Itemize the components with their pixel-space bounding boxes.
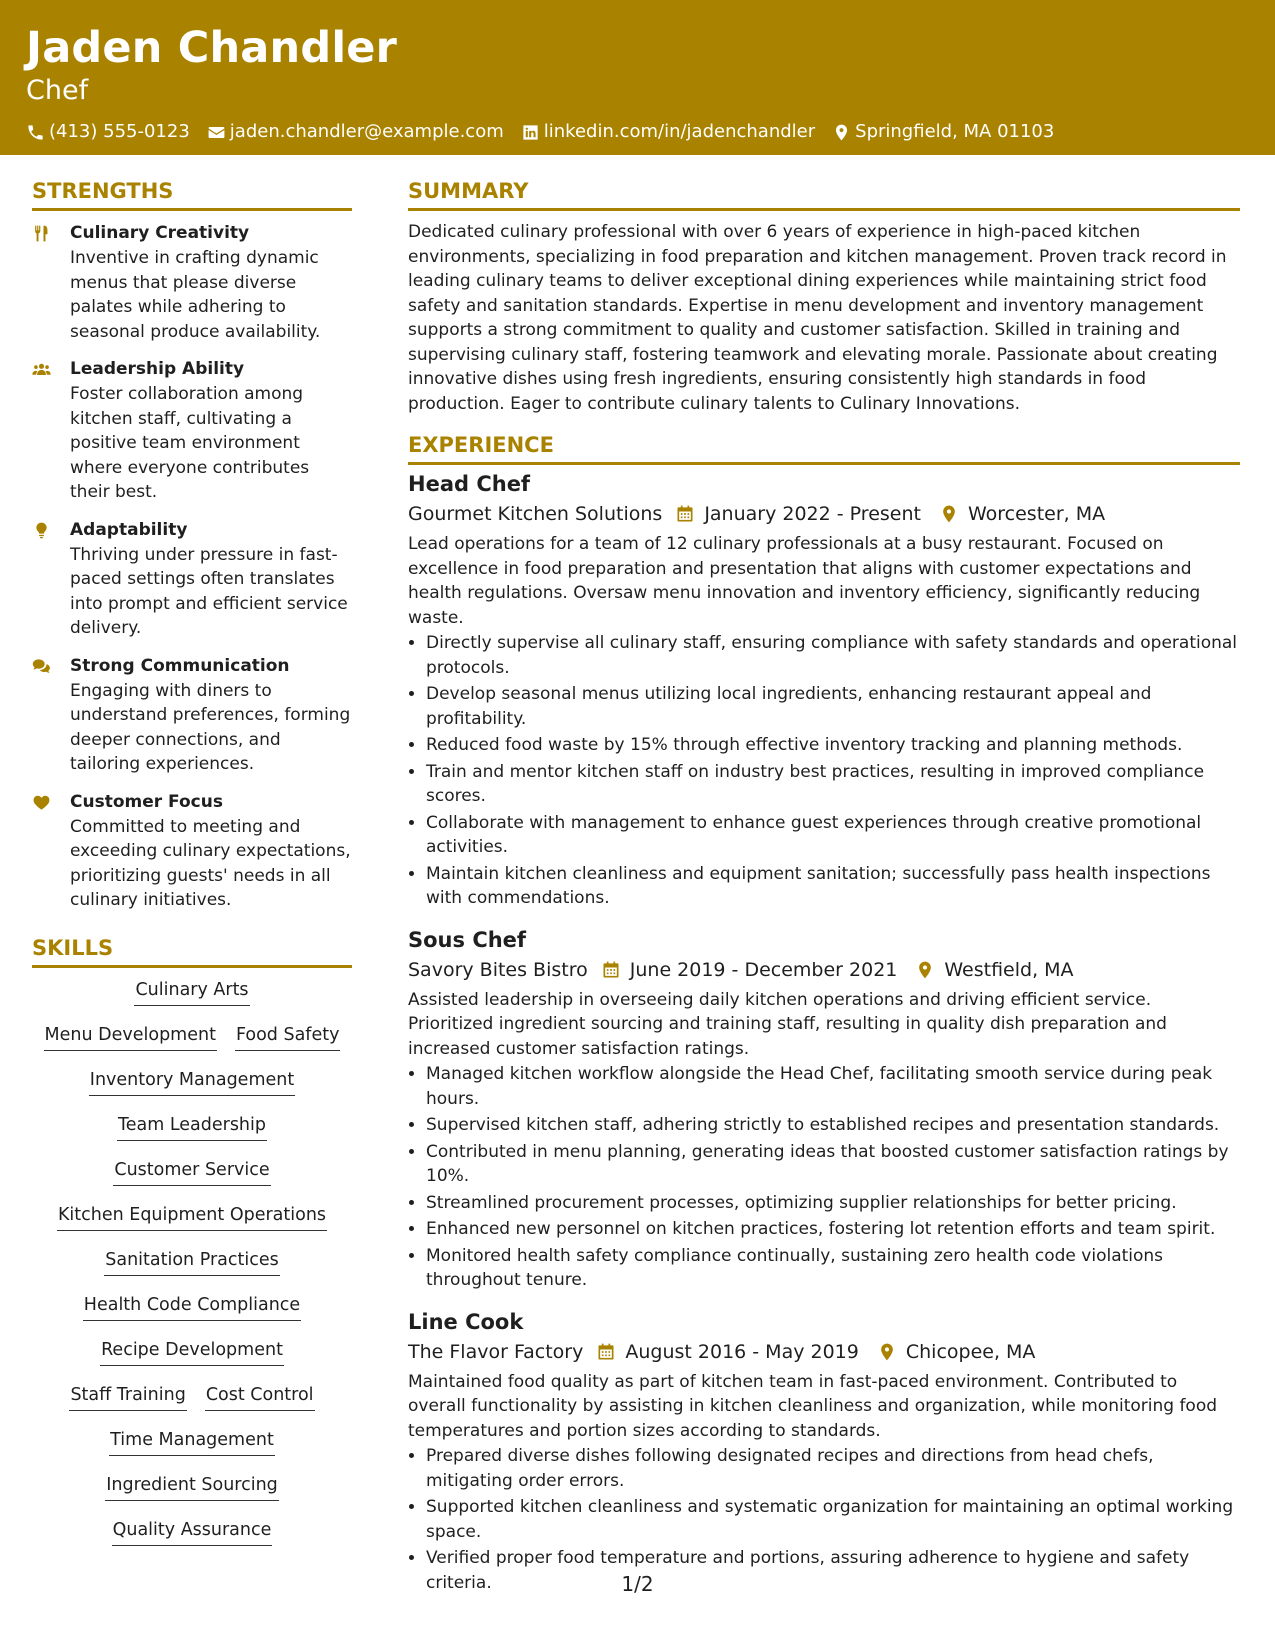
job-description: Maintained food quality as part of kitchen team in fast-paced environment. Contributed to overall functionality by assisting in kitchen cleanliness and organization, while monitoring food temperatures and portion sizes according to standards. xyxy=(408,1371,1218,1441)
skill-tag: Quality Assurance xyxy=(112,1518,273,1546)
job-bullet: • Supported kitchen cleanliness and systematic organization for maintaining an optimal working space. xyxy=(426,1495,1240,1544)
candidate-role: Chef xyxy=(26,75,89,106)
job-location: Chicopee, MA xyxy=(905,1340,1036,1363)
job-bullets xyxy=(408,1062,1240,1293)
strengths-heading: STRENGTHS xyxy=(32,176,352,211)
strength-title: Customer Focus xyxy=(70,791,223,812)
job-entry xyxy=(408,469,1240,911)
strength-item xyxy=(32,518,352,641)
job-title: Line Cook xyxy=(408,1309,524,1334)
job-dates: June 2019 - December 2021 xyxy=(629,958,898,981)
phone-text: (413) 555-0123 xyxy=(49,121,190,142)
job-company: Gourmet Kitchen Solutions xyxy=(408,503,663,525)
job-bullet: • Collaborate with management to enhance guest experiences through creative promotional activities. xyxy=(426,811,1240,860)
envelope-icon xyxy=(207,123,226,142)
skill-tag: Inventory Management xyxy=(89,1068,295,1096)
job-description: Lead operations for a team of 12 culinary professionals at a busy restaurant. Focused on excellence in food preparation and presentation that aligns with customer expectations and health regulations. Oversaw menu innovation and inventory efficiency, significantly reducing waste. xyxy=(408,534,1201,628)
job-dates: January 2022 - Present xyxy=(704,503,921,525)
email-text: jaden.chandler@example.com xyxy=(229,121,504,142)
contact-bar xyxy=(26,120,1275,144)
job-dates: August 2016 - May 2019 xyxy=(625,1340,859,1363)
job-bullet: • Contributed in menu planning, generating ideas that boosted customer satisfaction ratings by 10%. xyxy=(426,1140,1240,1189)
strength-desc: Foster collaboration among kitchen staff, cultivating a positive team environment where everyone contributes their best. xyxy=(70,384,310,502)
users-icon xyxy=(32,360,51,379)
map-pin-icon xyxy=(915,960,935,980)
linkedin-text: linkedin.com/in/jadenchandler xyxy=(543,121,816,142)
calendar-icon xyxy=(675,504,695,524)
job-entry xyxy=(408,925,1240,1293)
job-bullets xyxy=(408,631,1240,911)
skill-tag: Ingredient Sourcing xyxy=(105,1473,279,1501)
lightbulb-icon xyxy=(32,521,51,540)
skill-tag: Time Management xyxy=(109,1428,275,1456)
summary-text: Dedicated culinary professional with over 6 years of experience in high-paced kitchen environments, specializing in food preparation and kitchen management. Proven track record in leading culinary teams to deliver exceptional dining experiences while maintaining strict food safety and sanitation standards. Expertise in menu development and inventory management supports a strong commitment to quality and customer satisfaction. Skilled in training and supervising culinary staff, fostering teamwork and elevating morale. Passionate about creating innovative dishes using fresh ingredients, ensuring consistently high standards in food production. Eager to contribute culinary talents to Culinary Innovations. xyxy=(408,222,1227,414)
location-text: Springfield, MA 01103 xyxy=(855,121,1055,142)
job-bullet: • Reduced food waste by 15% through effective inventory tracking and planning methods. xyxy=(426,733,1240,758)
job-location: Worcester, MA xyxy=(967,503,1106,525)
contact-email[interactable] xyxy=(207,120,504,144)
skill-tag: Culinary Arts xyxy=(134,978,249,1006)
strength-title: Culinary Creativity xyxy=(70,223,250,243)
job-bullet: • Supervised kitchen staff, adhering strictly to established recipes and presentation standards. xyxy=(426,1113,1240,1138)
resume-header xyxy=(0,0,1275,155)
strength-desc: Engaging with diners to understand preferences, forming deeper connections, and tailoring experiences. xyxy=(70,680,351,774)
skill-tag: Cost Control xyxy=(205,1383,315,1411)
strength-desc: Committed to meeting and exceeding culinary expectations, prioritizing guests' needs in all culinary initiatives. xyxy=(70,816,351,910)
job-bullet: • Managed kitchen workflow alongside the Head Chef, facilitating smooth service during peak hours. xyxy=(426,1062,1240,1111)
strength-title: Strong Communication xyxy=(70,655,290,676)
job-entry xyxy=(408,1307,1240,1596)
map-pin-icon xyxy=(939,504,959,524)
job-bullet: • Train and mentor kitchen staff on industry best practices, resulting in improved compliance scores. xyxy=(426,760,1240,809)
skill-tag: Team Leadership xyxy=(117,1113,267,1141)
job-meta xyxy=(408,955,1240,985)
phone-icon xyxy=(26,123,45,142)
skill-tag: Staff Training xyxy=(69,1383,186,1411)
candidate-name: Jaden Chandler xyxy=(26,23,398,73)
skill-tag: Menu Development xyxy=(44,1023,217,1051)
skill-tag: Recipe Development xyxy=(100,1338,284,1366)
job-title: Head Chef xyxy=(408,472,531,496)
job-bullet: • Streamlined procurement processes, optimizing supplier relationships for better pricing. xyxy=(426,1191,1240,1216)
job-bullet: • Maintain kitchen cleanliness and equipment sanitation; successfully pass health inspections with commendations. xyxy=(426,862,1240,911)
comments-icon xyxy=(32,657,51,676)
map-pin-icon xyxy=(832,123,851,142)
job-title: Sous Chef xyxy=(408,927,527,952)
strength-desc: Inventive in crafting dynamic menus that please diverse palates while adhering to seasonal produce availability. xyxy=(70,248,321,342)
strength-title: Leadership Ability xyxy=(70,359,245,379)
heart-icon xyxy=(32,793,51,812)
strength-desc: Thriving under pressure in fast-paced settings often translates into prompt and efficient service delivery. xyxy=(70,544,348,638)
calendar-icon xyxy=(601,960,621,980)
job-location: Westfield, MA xyxy=(944,958,1074,981)
job-bullet: • Develop seasonal menus utilizing local ingredients, enhancing restaurant appeal and profitability. xyxy=(426,682,1240,731)
strength-item xyxy=(32,790,352,913)
right-column xyxy=(408,176,1240,1609)
job-bullet: • Verified proper food temperature and portions, assuring adherence to hygiene and safety criteria. xyxy=(426,1546,1240,1595)
strength-item xyxy=(32,221,352,344)
contact-linkedin[interactable] xyxy=(521,120,815,144)
job-meta xyxy=(408,1337,1240,1367)
skill-tag: Kitchen Equipment Operations xyxy=(57,1203,327,1231)
skill-tag: Health Code Compliance xyxy=(83,1293,301,1321)
job-bullet: • Prepared diverse dishes following designated recipes and directions from head chefs, mitigating order errors. xyxy=(426,1444,1240,1493)
experience-heading: EXPERIENCE xyxy=(408,430,1240,465)
job-company: Savory Bites Bistro xyxy=(408,958,588,981)
contact-phone[interactable] xyxy=(26,120,190,144)
map-pin-icon xyxy=(877,1342,897,1362)
job-bullet: • Enhanced new personnel on kitchen practices, fostering lot retention efforts and team spirit. xyxy=(426,1217,1240,1242)
strength-item xyxy=(32,357,352,505)
page-number: 1/2 xyxy=(621,1572,654,1596)
skill-tag: Customer Service xyxy=(113,1158,270,1186)
calendar-icon xyxy=(596,1342,616,1362)
job-bullet: • Directly supervise all culinary staff, ensuring compliance with safety standards and operational protocols. xyxy=(426,631,1240,680)
skills-heading: SKILLS xyxy=(32,933,352,968)
job-meta xyxy=(408,499,1240,529)
utensils-icon xyxy=(32,224,51,243)
skill-tag: Sanitation Practices xyxy=(104,1248,279,1276)
job-bullet: • Monitored health safety compliance continually, sustaining zero health code violations throughout tenure. xyxy=(426,1244,1240,1293)
strength-title: Adaptability xyxy=(70,519,188,540)
summary-heading: SUMMARY xyxy=(408,176,1240,211)
contact-location xyxy=(832,120,1054,144)
left-column xyxy=(32,176,352,1555)
strength-item xyxy=(32,654,352,777)
job-description: Assisted leadership in overseeing daily kitchen operations and driving efficient service. Prioritized ingredient sourcing and training staff, resulting in quality dish preparation and increased customer satisfaction ratings. xyxy=(408,989,1167,1059)
skills-list xyxy=(32,970,352,1555)
linkedin-icon xyxy=(521,123,540,142)
skill-tag: Food Safety xyxy=(235,1023,341,1051)
job-company: The Flavor Factory xyxy=(408,1340,584,1363)
